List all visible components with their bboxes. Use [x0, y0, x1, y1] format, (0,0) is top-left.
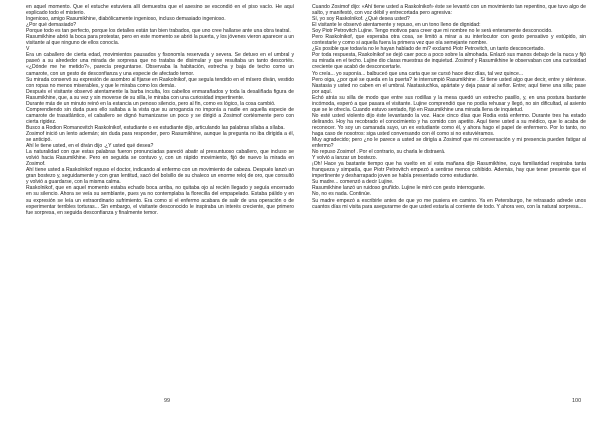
paragraph: en aquel momento. Que el estuche estuviera allí demuestra que el asesino se escondió en el piso vacío. He aquí explicado todo el misterio.: [26, 4, 294, 17]
paragraph: Y volvió a lanzar un bostezo.: [312, 155, 378, 162]
paragraph: Por toda respuesta, Raskolnikof se dejó caer poco a poco sobre la almohada. Enlazó sus manos debajo de la nuca y fijó su mirada en el techo. Lujine dio claras muestras de inquietud. Zosimof y Rasumikhine le observaban con una curiosidad creciente que acabó de desconcertarle.: [312, 52, 586, 71]
paragraph: Comprendiendo sin duda pues ello saltaba a la vista que su arrogancia no imponía a nadie en aquella especie de camarote de trasatlántico, el caballero se dignó humanizarse un poco y se dirigió a Zosimof cortésmente pero con cierta rigidez.: [26, 106, 294, 125]
paragraph: Rasumikhine lanzó un ruidoso gruñido. Lujine le miró con gesto interrogante.: [312, 185, 486, 192]
paragraph: Rasumikhine abrió la boca para protestar, pero en este momento se abrió la puerta, y los jóvenes vieron aparecer a un visitante al que ninguno de ellos conocía.: [26, 34, 294, 47]
right-page-text: [312, 4, 586, 396]
paragraph: Yo creía... yo suponía... balbuceó que una carta que se cursó hace diez días, tal vez quince...: [312, 70, 524, 77]
paragraph: Después el visitante observó atentamente la barba inculta, los cabellos enmarañados y toda la desaliñada figura de Rasumikhine, que, a su vez y sin moverse de su silla, le miraba con una curiosidad impertinente.: [26, 88, 294, 101]
paragraph: No repuso Zosimof . Por el contrario, su charla le distraerá.: [312, 149, 446, 156]
paragraph: Ahí le tiene usted, en el diván dijo .¿Y usted qué desea?: [26, 143, 154, 150]
page-number: 99: [164, 398, 171, 404]
paragraph: Su mirada conservó su expresión de asombro al fijarse en Raskolnikof, que seguía tendido en el mísero diván, vestido con ropas no menos miserables, y que le miraba como los demás.: [26, 76, 294, 89]
paragraph: Muy agradecido; pero ¿no le parece a usted se dirigía a Zosimof que mi conversación y mi presencia pueden fatigar al enfermo?: [312, 137, 586, 150]
paragraph: Raskolnikof, que en aquel momento estaba echado boca arriba, no quitaba ojo al recién llegado y seguía encerrado en su silencio. Ahora se veía su semblante, pues ya no contemplaba la florecilla del empapelado. Estaba pálido y en su expresión se leía un extraordinario sufrimiento. Era como si el enfermo acabara de salir de una operación o de experimentar terribles torturas... Sin embargo, el visitante desconocido le inspiraba un interés creciente, que primero fue sorpresa, en seguida desconfianza y finalmente temor.: [26, 185, 294, 216]
right-page: [300, 0, 600, 424]
paragraph: Pero Raskolnikof, que esperaba otra cosa, se limitó a mirar a su interlocutor con gesto pensativo y estúpido, sin contestarle y como si aquella fuera la primera vez que oía semejante nombre.: [312, 34, 586, 47]
paragraph: Durante más de un minuto reinó en la estancia un penoso silencio, pero al fin, como es lógico, la cosa cambió.: [26, 100, 276, 107]
paragraph: Busco a Rodion Romanovitch Raskolnikof, estudiante o ex estudiante dijo, articulando las palabras sílaba a sílaba.: [26, 124, 285, 131]
paragraph: Ingenioso, amigo Rasumikhine, diabólicamente ingenioso, incluso demasiado ingenioso.: [26, 16, 226, 23]
paragraph: ¿Es posible que todavía no le hayan hablado de mí? exclamó Piotr Petrovitch, un tanto desconcertado.: [312, 46, 545, 53]
paragraph: No esté usted violento dijo éste levantando la voz. Hace cinco días que Rodia está enfermo. Durante tres ha estado delirando. Hoy ha recobrado el conocimiento y ha comido con apetito. Aquí tiene usted a su médico, que lo acaba de reconocer. Yo soy un camarada suyo, un ex estudiante como él, y ahora hago el papel de enfermero. Por lo tanto, no haga caso de nosotros: siga usted conversando con él como si no estuviéramos.: [312, 112, 586, 137]
page-number: 100: [572, 398, 582, 404]
left-page-text: [26, 4, 294, 396]
paragraph: El visitante le observó atentamente y repuso, en un tono lleno de dignidad:: [312, 22, 481, 29]
paragraph: No, no es nada. Continúe.: [312, 191, 372, 198]
paragraph: ¿Por qué demasiado?: [26, 22, 77, 29]
paragraph: Pero oiga, ¿por qué se queda en la puerta? le interrumpió Rasumikhine . Si tiene usted algo que decir, entre y siéntese. Nastasia y usted no caben en el umbral. Nastasiuchka, apártate y deja pasar al señor. Entre; aquí tiene una silla; pase por aquí.: [312, 76, 586, 95]
paragraph: Zosimof inició un lento ademán; sin duda para responder, pero Rasumikhine, aunque la pregunta no iba dirigida a él, se anticipó.: [26, 130, 294, 144]
paragraph: Ahí tiene usted a Raskolnikof repuso el doctor, indicando al enfermo con un movimiento de cabeza. Después lanzó un gran bostezo y, seguidamente y con gran lentitud, sacó del bolsillo de su chaleco un enorme reloj de oro, que consultó y volvió a guardarse, con la misma calma.: [26, 167, 294, 186]
paragraph: Sí, yo soy Raskolnikof. ¿Qué desea usted?: [312, 16, 410, 23]
paragraph: Cuando Zosimof dijo: «Ahí tiene usted a Raskolnikof» éste se levantó con un movimiento tan repentino, que tuvo algo de salto, y manifestó, con voz débil y entrecortada pero agresiva:: [312, 4, 586, 17]
paragraph: Echó atrás su silla de modo que entre sus rodillas y la mesa quedó un estrecho pasillo, y, en una postura bastante incómoda, esperó a que pasara el visitante. Lujine comprendió que no podía rehusar y llegó, no sin dificultad, al asiento que se le ofrecía. Cuando estuvo sentado, fijó en Rasumikhine una mirada llena de inquietud.: [312, 94, 586, 113]
paragraph: Porque todo es tan perfecto, porque los detalles están tan bien trabados, que uno cree hallarse ante una obra teatral.: [26, 28, 291, 35]
paragraph: ¡Oh! Hace ya bastante tiempo que ha vuelto en sí esta mañana dijo Rasumikhine, cuya familiaridad respiraba tanta franqueza y simpatía, que Piotr Petrovitch empezó a sentirse menos cohibido. Además, hay que tener presente que el impertinente y desharrapado joven se había presentado como estudiante.: [312, 161, 586, 180]
paragraph: Su madre... comenzó a decir Lujine.: [312, 179, 394, 186]
paragraph: La naturalidad con que estas palabras fueron pronunciadas pareció abatir al presuntuoso caballero, que incluso se volvió hacia Rasumikhine. Pero en seguida se contuvo y, con un rápido movimiento, fijó de nuevo la mirada en Zosimof.: [26, 149, 294, 168]
paragraph: Era un caballero de cierta edad, movimientos pausados y fisonomía reservada y severa. Se detuvo en el umbral y paseó a su alrededor una mirada de sorpresa que no trataba de disimular y que resultaba un tanto descortés. «¿Dónde me he metido?», parecía preguntarse. Observaba la habitación, estrecha y baja de techo como un camarote, con un gesto de desconfianza y una especie de afectado temor.: [26, 52, 294, 77]
chapter-heading: V: [26, 46, 30, 53]
paragraph: Su madre empezó a escribirle antes de que yo me pusiera en camino. Ya en Petersburgo, he retrasado adrede unos cuantos días mi visita para asegurarme de que usted estaría al corriente de todo. Y ahora veo, con la natural sorpresa...: [312, 197, 586, 210]
paragraph: Soy Piotr Petrovitch Lujine. Tengo motivos para creer que mi nombre no le será enteramente desconocido.: [312, 28, 553, 35]
